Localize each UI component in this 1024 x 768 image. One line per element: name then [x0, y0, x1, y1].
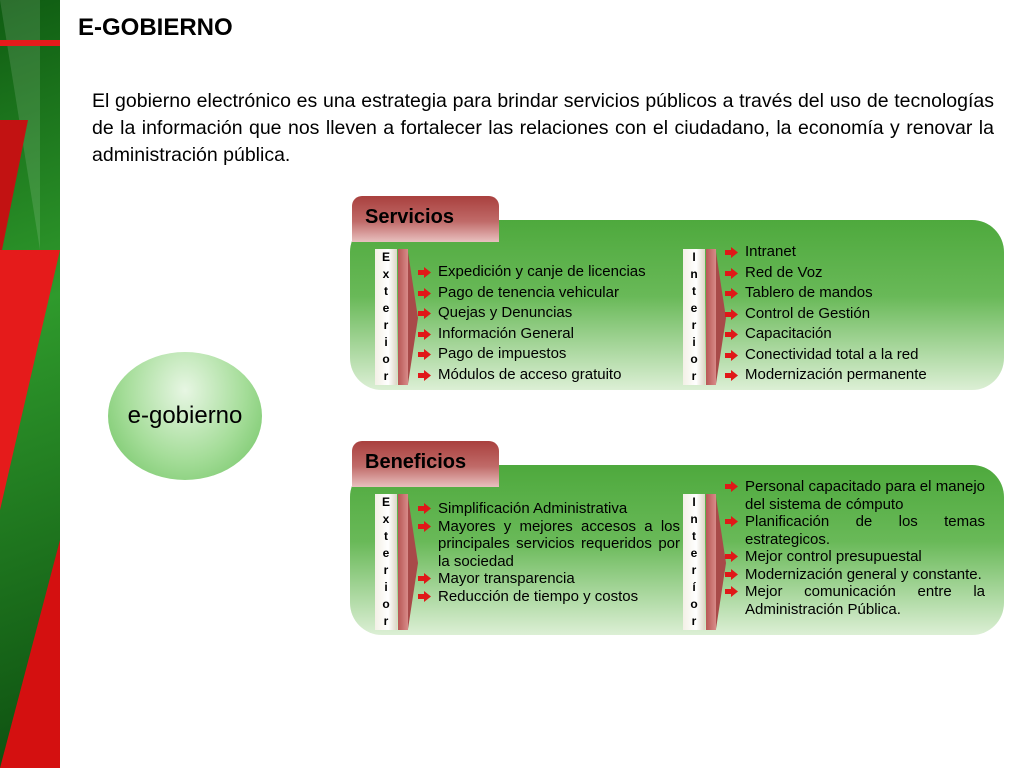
list-item: [418, 500, 680, 518]
list-item-text: Simplificación Administrativa: [438, 500, 628, 517]
list-item-text: Capacitación: [745, 325, 832, 342]
vertical-letter: t: [692, 284, 696, 298]
list-item-text: Red de Voz: [745, 263, 823, 281]
arrow-bullet-icon: [418, 308, 431, 319]
arrow-bullet-icon: [725, 329, 738, 340]
servicios-interior-label: [683, 249, 705, 385]
intro-paragraph: El gobierno electrónico es una estrategia para brindar servicios públicos a través del uso de tecnologías de la información que nos lleven a fortalecer las relaciones con el ciudadano, la economía y renovar la administración pública.: [92, 90, 994, 166]
vertical-letter: o: [690, 352, 698, 366]
vertical-letter: I: [692, 495, 696, 509]
vertical-letter: o: [382, 352, 390, 366]
list-item: [725, 566, 985, 584]
vertical-letter: n: [690, 267, 698, 281]
vertical-letter: t: [384, 529, 388, 543]
list-item-text: Quejas y Denuncias: [438, 304, 573, 321]
list-item: [725, 478, 985, 513]
list-item: [418, 588, 680, 606]
list-item-text: Mejor comunicación entre la Administración Pública.: [745, 583, 985, 618]
arrow-bullet-icon: [725, 268, 738, 279]
servicios-exterior-arrow: [398, 249, 408, 385]
vertical-letter: n: [690, 512, 698, 526]
list-item-text: Reducción de tiempo y costos: [438, 587, 639, 605]
left-decorative-strip: [0, 0, 60, 768]
list-item: [418, 303, 680, 324]
servicios-exterior-list: [418, 262, 680, 385]
center-label: e-gobierno: [127, 402, 243, 429]
list-item: [725, 365, 985, 386]
arrow-bullet-icon: [725, 350, 738, 361]
arrow-bullet-icon: [725, 586, 738, 597]
list-item-text: Modernización permanente: [745, 366, 927, 383]
arrow-bullet-icon: [725, 569, 738, 580]
vertical-letter: I: [692, 250, 696, 264]
vertical-letter: r: [691, 614, 697, 628]
arrow-bullet-icon: [418, 329, 431, 340]
list-item: [725, 283, 985, 304]
vertical-letter: e: [690, 546, 698, 560]
arrow-bullet-icon: [725, 309, 738, 320]
list-item: [725, 548, 985, 566]
list-item: [418, 570, 680, 588]
beneficios-interior-label: [683, 494, 705, 630]
servicios-interior-list: [725, 242, 985, 386]
servicios-tab: [352, 196, 499, 242]
list-item-text: Expedición y canje de licencias: [438, 263, 646, 280]
vertical-letter: r: [383, 563, 389, 577]
vertical-letter: r: [383, 614, 389, 628]
vertical-letter: i: [384, 580, 388, 594]
arrow-bullet-icon: [418, 573, 431, 584]
beneficios-interior-arrow: [706, 494, 716, 630]
beneficios-tab-label: Beneficios: [365, 451, 467, 473]
vertical-letter: e: [382, 301, 390, 315]
arrow-bullet-icon: [725, 288, 738, 299]
list-item: [725, 304, 985, 325]
vertical-letter: i: [384, 335, 388, 349]
vertical-letter: i: [692, 335, 696, 349]
beneficios-exterior-label: [375, 494, 397, 630]
vertical-letter: o: [382, 597, 390, 611]
list-item: [725, 263, 985, 284]
vertical-letter: r: [691, 563, 697, 577]
list-item: [725, 345, 985, 366]
list-item: [418, 262, 680, 283]
arrow-bullet-icon: [418, 267, 431, 278]
arrow-bullet-icon: [725, 481, 738, 492]
list-item-text: Control de Gestión: [745, 304, 871, 322]
list-item: [725, 513, 985, 548]
list-item: [418, 324, 680, 345]
list-item-text: Mayores y mejores accesos a los principales servicios requeridos por la sociedad: [438, 517, 680, 570]
beneficios-exterior-arrow: [398, 494, 408, 630]
vertical-letter: e: [690, 301, 698, 315]
vertical-letter: e: [382, 546, 390, 560]
vertical-letter: o: [690, 597, 698, 611]
vertical-letter: r: [383, 369, 389, 383]
beneficios-tab: [352, 441, 499, 487]
vertical-letter: í: [692, 580, 696, 594]
list-item: [725, 583, 985, 618]
list-item-text: Modernización general y constante.: [745, 565, 982, 583]
arrow-bullet-icon: [418, 591, 431, 602]
arrow-bullet-icon: [725, 247, 738, 258]
arrow-bullet-icon: [418, 521, 431, 532]
arrow-bullet-icon: [418, 370, 431, 381]
page-title: E-GOBIERNO: [78, 14, 233, 41]
list-item-text: Mejor control presupuestal: [745, 548, 922, 565]
arrow-bullet-icon: [725, 551, 738, 562]
list-item-text: Conectividad total a la red: [745, 345, 919, 363]
center-ellipse: [108, 352, 262, 480]
list-item-text: Personal capacitado para el manejo del sistema de cómputo: [745, 478, 985, 513]
list-item: [418, 344, 680, 365]
beneficios-interior-list: [725, 478, 985, 618]
list-item-text: Pago de impuestos: [438, 345, 567, 362]
arrow-bullet-icon: [418, 503, 431, 514]
vertical-letter: r: [383, 318, 389, 332]
arrow-bullet-icon: [725, 370, 738, 381]
list-item: [725, 242, 985, 263]
list-item: [725, 324, 985, 345]
list-item-text: Planificación de los temas estrategicos.: [745, 513, 985, 548]
vertical-letter: E: [381, 495, 390, 509]
list-item: [418, 518, 680, 571]
list-item-text: Información General: [438, 324, 574, 342]
vertical-letter: x: [382, 512, 390, 526]
arrow-bullet-icon: [418, 288, 431, 299]
servicios-interior-arrow: [706, 249, 716, 385]
vertical-letter: t: [384, 284, 388, 298]
vertical-letter: x: [382, 267, 390, 281]
list-item: [418, 283, 680, 304]
list-item-text: Mayor transparencia: [438, 570, 575, 587]
vertical-letter: E: [381, 250, 390, 264]
list-item: [418, 365, 680, 386]
list-item-text: Tablero de mandos: [745, 284, 873, 301]
arrow-bullet-icon: [418, 349, 431, 360]
list-item-text: Módulos de acceso gratuito: [438, 365, 622, 383]
servicios-exterior-label: [375, 249, 397, 385]
beneficios-exterior-list: [418, 500, 680, 605]
vertical-letter: r: [691, 318, 697, 332]
list-item-text: Intranet: [745, 243, 796, 260]
vertical-letter: t: [692, 529, 696, 543]
list-item-text: Pago de tenencia vehicular: [438, 283, 619, 301]
vertical-letter: r: [691, 369, 697, 383]
arrow-bullet-icon: [725, 516, 738, 527]
servicios-tab-label: Servicios: [365, 206, 454, 228]
